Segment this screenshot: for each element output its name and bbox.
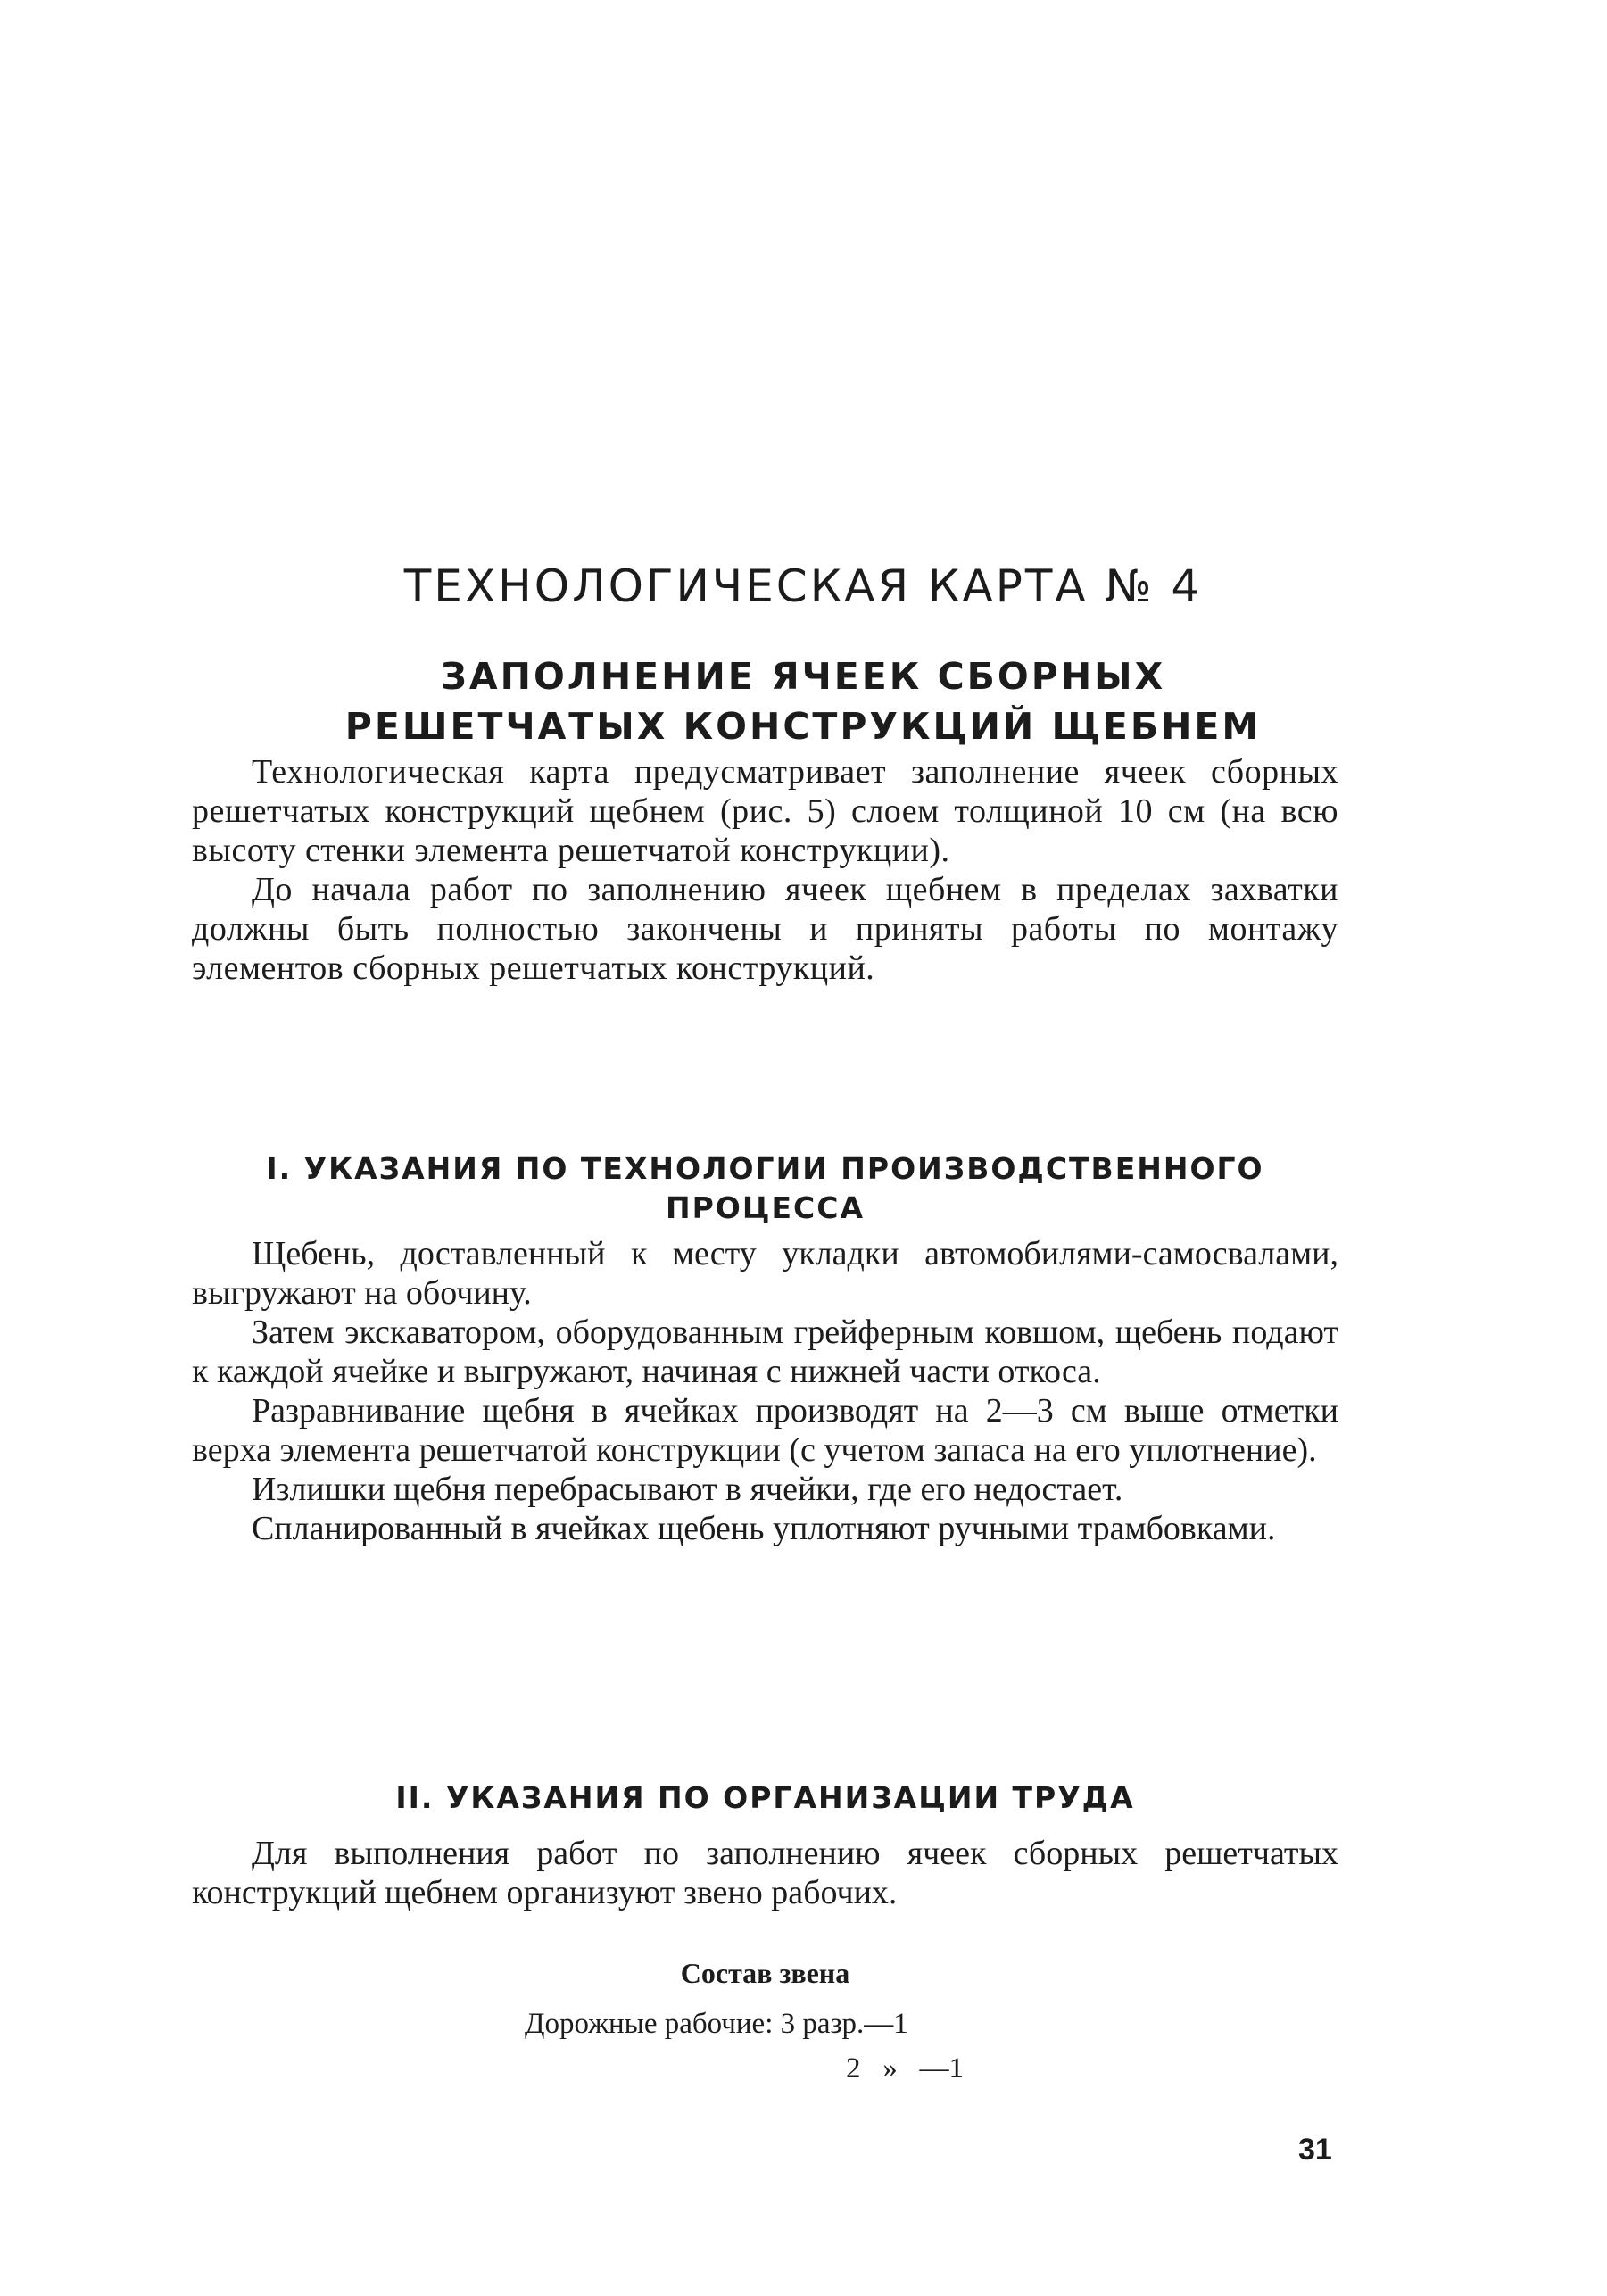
section-1-paragraph: Излишки щебня перебрасывают в ячейки, где его недостает. xyxy=(252,1471,1123,1508)
intro-text xyxy=(192,752,1338,988)
section-1-paragraph: Спланированный в ячейках щебень уплотняют ручными трамбовками. xyxy=(252,1510,1276,1547)
crew-line: Дорожные рабочие: 3 разр.—1 xyxy=(525,2008,908,2040)
subtitle-line-2: РЕШЕТЧАТЫХ КОНСТРУКЦИЙ ЩЕБНЕМ xyxy=(344,705,1262,748)
section-1-heading-line-2: ПРОЦЕССА xyxy=(666,1190,865,1225)
page-subtitle xyxy=(192,651,1414,751)
section-1-body xyxy=(192,1234,1338,1548)
section-2-paragraph: Для выполнения работ по заполнению ячеек сборных решетчатых конструкций щебнем организуют звено рабочих. xyxy=(192,1835,1338,1911)
subtitle-line-1: ЗАПОЛНЕНИЕ ЯЧЕЕК СБОРНЫХ xyxy=(440,655,1166,698)
crew-line: 2 » —1 xyxy=(846,2052,964,2085)
crew-title: Состав звена xyxy=(680,1957,850,1989)
section-1-heading xyxy=(192,1149,1338,1228)
section-2-heading: II. УКАЗАНИЯ ПО ОРГАНИЗАЦИИ ТРУДА xyxy=(395,1780,1135,1815)
section-1-paragraph: Разравнивание щебня в ячейках производят на 2—3 см выше отметки верха элемента решетчатой конструкции (с учетом запаса на его уплотнение). xyxy=(192,1392,1338,1469)
section-1-paragraph: Щебень, доставленный к месту укладки автомобилями-самосвалами, выгружают на обочину. xyxy=(192,1235,1338,1312)
section-1-heading-line-1: I. УКАЗАНИЯ ПО ТЕХНОЛОГИИ ПРОИЗВОДСТВЕННОГО xyxy=(266,1151,1264,1186)
intro-paragraph: До начала работ по заполнению ячеек щебнем в пределах захватки должны быть полностью закончены и приняты работы по монтажу элементов сборных решетчатых конструкций. xyxy=(192,871,1338,987)
intro-paragraph: Технологическая карта предусматривает заполнение ячеек сборных решетчатых конструкций щебнем (рис. 5) слоем толщиной 10 см (на всю высоту стенки элемента решетчатой конструкции). xyxy=(192,753,1338,869)
section-2-body xyxy=(192,1834,1338,1912)
page-title: ТЕХНОЛОГИЧЕСКАЯ КАРТА № 4 xyxy=(403,560,1203,612)
section-1-paragraph: Затем экскаватором, оборудованным грейферным ковшом, щебень подают к каждой ячейке и выгружают, начиная с нижней части откоса. xyxy=(192,1314,1338,1390)
page-number: 31 xyxy=(1298,2133,1332,2167)
